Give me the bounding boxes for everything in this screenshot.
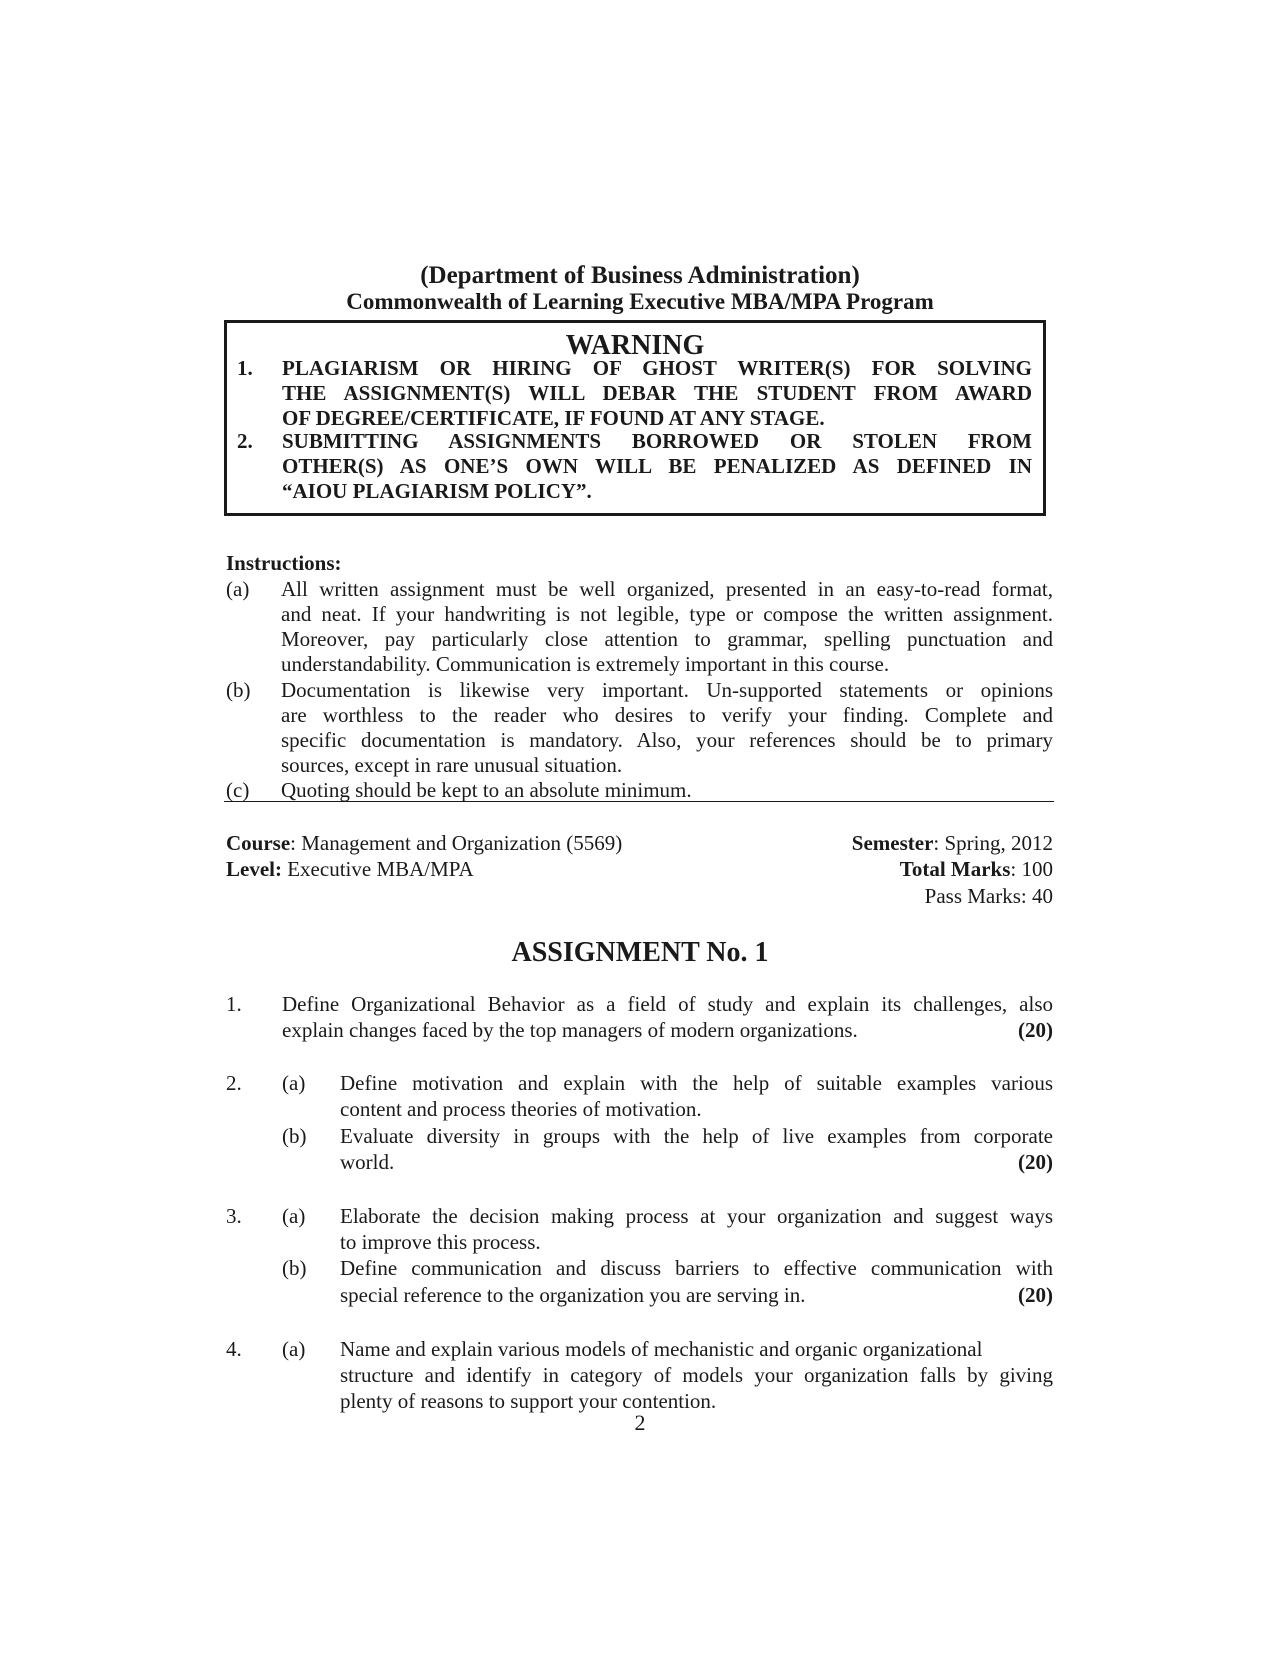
warning-line: PLAGIARISM OR HIRING OF GHOST WRITER(S) FOR SOLVING xyxy=(282,356,1032,380)
question-line: special reference to the organization you are serving in. xyxy=(340,1283,806,1307)
section-divider xyxy=(224,801,1054,802)
question-line: Elaborate the decision making process at your organization and suggest ways xyxy=(340,1204,1053,1228)
program-heading: Commonwealth of Learning Executive MBA/MPA Program xyxy=(346,289,934,314)
question-part-tag: (a) xyxy=(282,1204,306,1228)
total-marks-value: : 100 xyxy=(1010,857,1053,881)
question-line: structure and identify in category of models your organization falls by giving xyxy=(340,1363,1053,1387)
question-marks: (20) xyxy=(1018,1283,1053,1307)
warning-title: WARNING xyxy=(565,330,705,361)
department-heading: (Department of Business Administration) xyxy=(420,262,860,289)
question-part-tag: (b) xyxy=(282,1256,307,1280)
semester-value: : Spring, 2012 xyxy=(933,831,1053,855)
warning-box xyxy=(224,320,1046,516)
assignment-title: ASSIGNMENT No. 1 xyxy=(511,937,769,968)
instruction-line: sources, except in rare unusual situation. xyxy=(281,753,623,777)
instruction-line: are worthless to the reader who desires to verify your finding. Complete and xyxy=(281,703,1053,727)
instruction-text xyxy=(281,678,1053,778)
question-line: to improve this process. xyxy=(340,1230,541,1254)
instruction-line: specific documentation is mandatory. Also, your references should be to primary xyxy=(281,728,1053,752)
question-line: plenty of reasons to support your contention. xyxy=(340,1389,717,1413)
instruction-line: Quoting should be kept to an absolute minimum. xyxy=(281,778,692,802)
instruction-line: Documentation is likewise very important. Un-supported statements or opinions xyxy=(281,678,1053,702)
question-line: content and process theories of motivation. xyxy=(340,1097,702,1121)
instruction-tag: (a) xyxy=(226,577,250,601)
instruction-text xyxy=(281,577,1053,677)
pass-marks-line: Pass Marks: 40 xyxy=(924,884,1053,908)
question-marks: (20) xyxy=(1018,1150,1053,1174)
question-line: Evaluate diversity in groups with the help of live examples from corporate xyxy=(340,1124,1053,1148)
question-line: explain changes faced by the top managers of modern organizations. xyxy=(282,1018,858,1042)
question-line: Define communication and discuss barriers to effective communication with xyxy=(340,1256,1053,1280)
question-line: Name and explain various models of mechanistic and organic organizational xyxy=(340,1337,983,1361)
question-number: 4. xyxy=(226,1337,242,1361)
warning-item-number: 2. xyxy=(237,429,253,453)
page-number: 2 xyxy=(634,1410,646,1435)
instruction-line: understandability. Communication is extremely important in this course. xyxy=(281,652,890,676)
course-line xyxy=(226,830,622,856)
semester-line xyxy=(852,830,1053,856)
question-line: Define motivation and explain with the help of suitable examples various xyxy=(340,1071,1053,1095)
question-3 xyxy=(0,1203,1280,1313)
question-number: 1. xyxy=(226,992,242,1016)
warning-item-text xyxy=(282,356,1032,431)
semester-label: Semester xyxy=(851,831,934,855)
instruction-line: Moreover, pay particularly close attention to grammar, spelling punctuation and xyxy=(281,627,1053,651)
question-2 xyxy=(0,1070,1280,1180)
question-line: Define Organizational Behavior as a field of study and explain its challenges, also xyxy=(282,992,1053,1016)
total-marks-line xyxy=(900,856,1053,882)
warning-item-number: 1. xyxy=(237,356,253,380)
course-label: Course xyxy=(226,831,291,855)
level-line xyxy=(226,856,474,882)
instruction-tag: (b) xyxy=(226,678,251,702)
level-label: Level: xyxy=(226,857,282,881)
instructions-heading: Instructions: xyxy=(226,551,342,575)
question-part-tag: (a) xyxy=(282,1337,306,1361)
question-part-tag: (a) xyxy=(282,1071,306,1095)
warning-item-text xyxy=(282,429,1032,504)
instruction-line: All written assignment must be well organized, presented in an easy-to-read format, xyxy=(281,577,1053,601)
question-number: 3. xyxy=(226,1204,242,1228)
warning-line: “AIOU PLAGIARISM POLICY”. xyxy=(282,479,592,503)
warning-line: OF DEGREE/CERTIFICATE, IF FOUND AT ANY STAGE. xyxy=(282,406,825,430)
course-value: : Management and Organization (5569) xyxy=(290,831,623,855)
instruction-line: and neat. If your handwriting is not legible, type or compose the written assignment. xyxy=(281,602,1053,626)
level-value: Executive MBA/MPA xyxy=(281,857,474,881)
question-number: 2. xyxy=(226,1071,242,1095)
total-marks-label: Total Marks xyxy=(899,857,1011,881)
question-part-tag: (b) xyxy=(282,1124,307,1148)
instruction-tag: (c) xyxy=(226,778,250,802)
question-4 xyxy=(0,1336,1280,1418)
question-line: world. xyxy=(340,1150,395,1174)
question-1 xyxy=(0,991,1280,1051)
question-marks: (20) xyxy=(1018,1018,1053,1042)
warning-line: SUBMITTING ASSIGNMENTS BORROWED OR STOLEN FROM xyxy=(282,429,1032,453)
warning-line: OTHER(S) AS ONE’S OWN WILL BE PENALIZED AS DEFINED IN xyxy=(282,454,1032,478)
warning-line: THE ASSIGNMENT(S) WILL DEBAR THE STUDENT FROM AWARD xyxy=(282,381,1032,405)
instruction-text xyxy=(281,778,1053,803)
